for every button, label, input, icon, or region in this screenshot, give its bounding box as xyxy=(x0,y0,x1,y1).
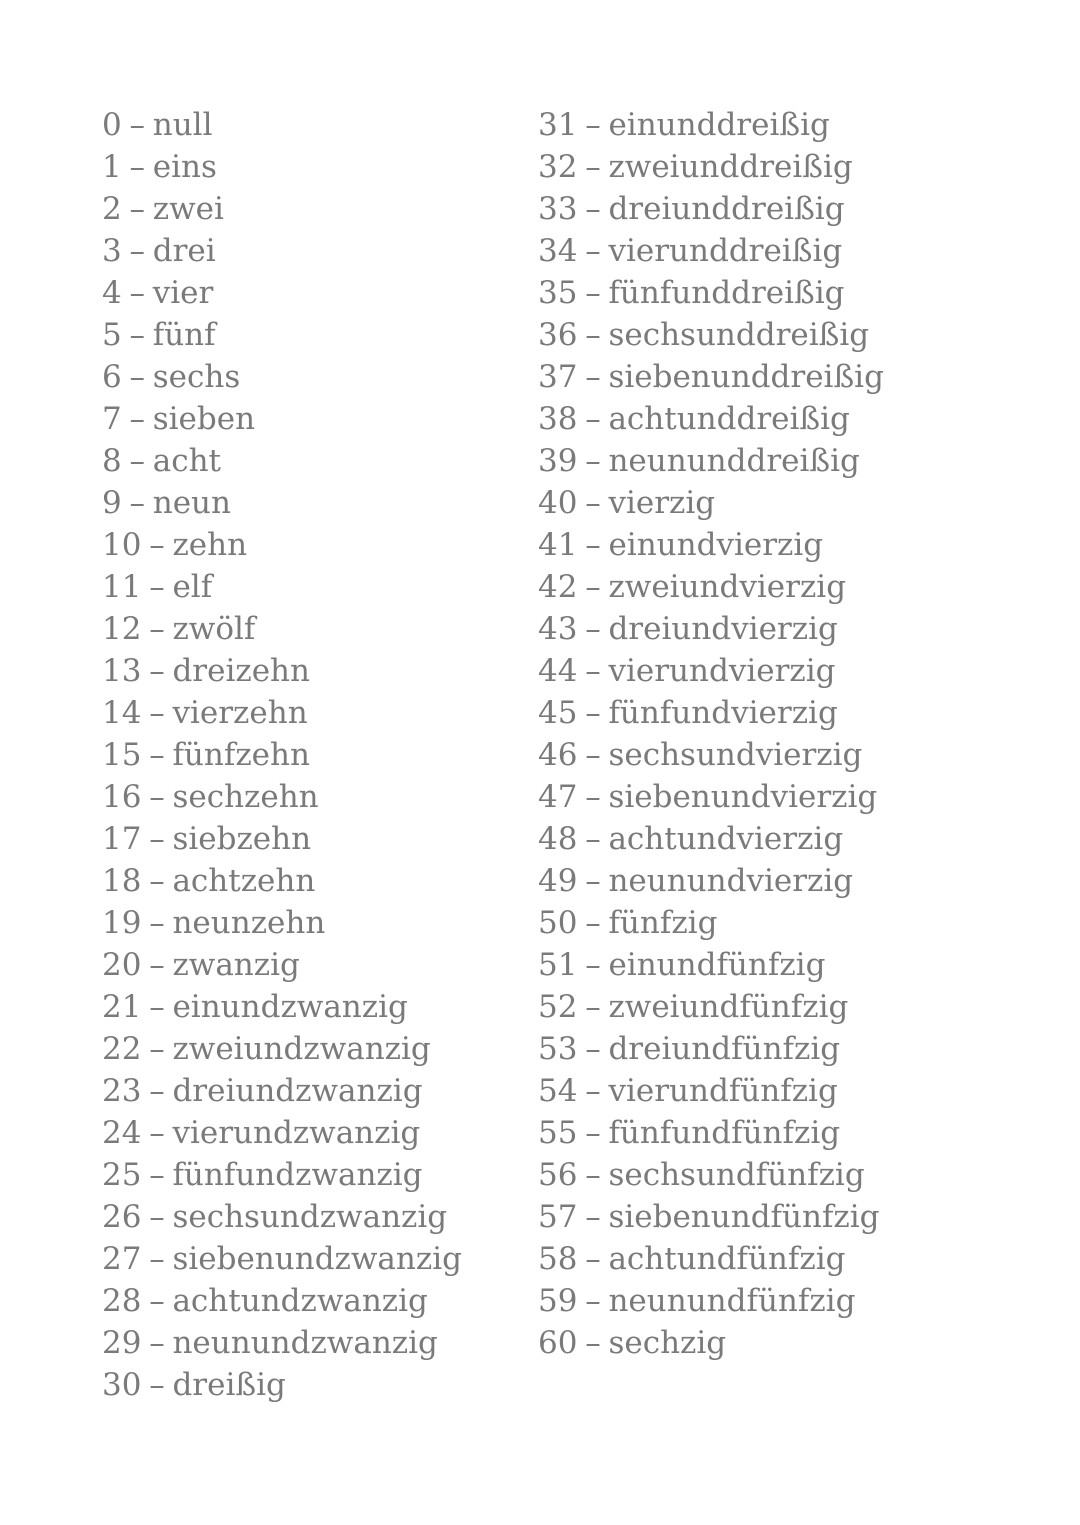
number-digits: 44 xyxy=(538,653,578,689)
number-entry xyxy=(102,188,462,230)
separator-dash: – xyxy=(585,1325,601,1361)
number-word: null xyxy=(152,107,213,143)
number-word: dreiunddreißig xyxy=(608,191,845,227)
number-entry xyxy=(538,104,884,146)
number-entry xyxy=(102,692,462,734)
number-word: dreiundzwanzig xyxy=(172,1073,423,1109)
separator-dash: – xyxy=(585,1283,601,1319)
number-digits: 50 xyxy=(538,905,578,941)
number-word: fünf xyxy=(152,317,216,353)
number-word: acht xyxy=(152,443,222,479)
number-word: fünfundzwanzig xyxy=(172,1157,423,1193)
separator-dash: – xyxy=(585,1073,601,1109)
number-digits: 42 xyxy=(538,569,578,605)
number-entry xyxy=(102,650,462,692)
number-digits: 45 xyxy=(538,695,578,731)
number-digits: 21 xyxy=(102,989,142,1025)
number-word: sechsundzwanzig xyxy=(172,1199,448,1235)
number-word: neunundvierzig xyxy=(608,863,854,899)
number-word: vierundvierzig xyxy=(608,653,836,689)
number-word: sechsunddreißig xyxy=(608,317,870,353)
number-entry xyxy=(538,230,884,272)
separator-dash: – xyxy=(129,233,145,269)
separator-dash: – xyxy=(149,1199,165,1235)
number-digits: 7 xyxy=(102,401,122,437)
number-word: zwei xyxy=(152,191,224,227)
number-entry xyxy=(538,986,884,1028)
number-digits: 49 xyxy=(538,863,578,899)
separator-dash: – xyxy=(585,779,601,815)
separator-dash: – xyxy=(149,779,165,815)
number-digits: 12 xyxy=(102,611,142,647)
number-entry xyxy=(538,902,884,944)
number-digits: 55 xyxy=(538,1115,578,1151)
number-digits: 10 xyxy=(102,527,142,563)
separator-dash: – xyxy=(149,695,165,731)
number-entry xyxy=(102,566,462,608)
number-digits: 36 xyxy=(538,317,578,353)
number-digits: 37 xyxy=(538,359,578,395)
number-word: neunundzwanzig xyxy=(172,1325,438,1361)
number-digits: 58 xyxy=(538,1241,578,1277)
separator-dash: – xyxy=(149,1367,165,1403)
number-entry xyxy=(538,314,884,356)
number-word: zweiundvierzig xyxy=(608,569,847,605)
separator-dash: – xyxy=(585,401,601,437)
number-entry xyxy=(538,1238,884,1280)
number-entry xyxy=(538,944,884,986)
number-digits: 41 xyxy=(538,527,578,563)
number-entry xyxy=(102,440,462,482)
number-entry xyxy=(538,1028,884,1070)
separator-dash: – xyxy=(585,191,601,227)
separator-dash: – xyxy=(149,989,165,1025)
separator-dash: – xyxy=(585,1115,601,1151)
number-entry xyxy=(538,1322,884,1364)
number-word: achtundzwanzig xyxy=(172,1283,428,1319)
separator-dash: – xyxy=(585,1157,601,1193)
number-word: fünfzehn xyxy=(172,737,310,773)
number-entry xyxy=(102,986,462,1028)
number-entry xyxy=(538,776,884,818)
separator-dash: – xyxy=(129,443,145,479)
number-digits: 14 xyxy=(102,695,142,731)
number-word: sechs xyxy=(152,359,241,395)
number-word: fünfunddreißig xyxy=(608,275,845,311)
number-digits: 33 xyxy=(538,191,578,227)
separator-dash: – xyxy=(129,149,145,185)
number-word: dreiundvierzig xyxy=(608,611,838,647)
separator-dash: – xyxy=(129,485,145,521)
number-entry xyxy=(538,860,884,902)
separator-dash: – xyxy=(149,1073,165,1109)
number-word: neununddreißig xyxy=(608,443,860,479)
number-digits: 51 xyxy=(538,947,578,983)
number-entry xyxy=(102,902,462,944)
number-digits: 5 xyxy=(102,317,122,353)
number-entry xyxy=(102,1070,462,1112)
number-digits: 31 xyxy=(538,107,578,143)
number-entry xyxy=(538,440,884,482)
separator-dash: – xyxy=(149,569,165,605)
number-entry xyxy=(538,1154,884,1196)
number-digits: 26 xyxy=(102,1199,142,1235)
number-word: achtunddreißig xyxy=(608,401,850,437)
separator-dash: – xyxy=(585,275,601,311)
separator-dash: – xyxy=(129,191,145,227)
number-entry xyxy=(102,398,462,440)
separator-dash: – xyxy=(585,653,601,689)
number-entry xyxy=(538,398,884,440)
separator-dash: – xyxy=(129,317,145,353)
number-digits: 28 xyxy=(102,1283,142,1319)
number-word: zweiundfünfzig xyxy=(608,989,849,1025)
number-entry xyxy=(102,1238,462,1280)
separator-dash: – xyxy=(585,1199,601,1235)
number-entry xyxy=(102,482,462,524)
number-entry xyxy=(102,314,462,356)
number-entry xyxy=(102,1154,462,1196)
separator-dash: – xyxy=(585,1031,601,1067)
separator-dash: – xyxy=(585,1241,601,1277)
number-entry xyxy=(102,818,462,860)
number-digits: 52 xyxy=(538,989,578,1025)
separator-dash: – xyxy=(585,821,601,857)
number-word: vierzig xyxy=(608,485,716,521)
number-digits: 4 xyxy=(102,275,122,311)
separator-dash: – xyxy=(149,947,165,983)
number-digits: 1 xyxy=(102,149,122,185)
number-entry xyxy=(102,608,462,650)
separator-dash: – xyxy=(149,1031,165,1067)
separator-dash: – xyxy=(585,611,601,647)
separator-dash: – xyxy=(585,149,601,185)
number-word: sechzehn xyxy=(172,779,319,815)
number-entry xyxy=(102,1364,462,1406)
number-word: neun xyxy=(152,485,231,521)
number-word: sechsundfünfzig xyxy=(608,1157,865,1193)
number-entry xyxy=(102,272,462,314)
separator-dash: – xyxy=(585,695,601,731)
number-entry xyxy=(538,356,884,398)
number-digits: 53 xyxy=(538,1031,578,1067)
number-entry xyxy=(538,818,884,860)
number-entry xyxy=(102,104,462,146)
number-digits: 57 xyxy=(538,1199,578,1235)
number-word: dreizehn xyxy=(172,653,310,689)
number-word: eins xyxy=(152,149,217,185)
number-digits: 11 xyxy=(102,569,142,605)
number-digits: 19 xyxy=(102,905,142,941)
number-digits: 60 xyxy=(538,1325,578,1361)
number-word: einundzwanzig xyxy=(172,989,408,1025)
separator-dash: – xyxy=(149,527,165,563)
number-word: einundvierzig xyxy=(608,527,824,563)
number-word: neunundfünfzig xyxy=(608,1283,856,1319)
number-entry xyxy=(102,1196,462,1238)
separator-dash: – xyxy=(585,527,601,563)
number-digits: 39 xyxy=(538,443,578,479)
number-digits: 16 xyxy=(102,779,142,815)
number-entry xyxy=(102,1280,462,1322)
number-word: vierundfünfzig xyxy=(608,1073,838,1109)
number-entry xyxy=(102,776,462,818)
number-digits: 47 xyxy=(538,779,578,815)
number-digits: 18 xyxy=(102,863,142,899)
number-entry xyxy=(538,482,884,524)
separator-dash: – xyxy=(585,989,601,1025)
number-entry xyxy=(538,146,884,188)
number-word: achtzehn xyxy=(172,863,316,899)
number-entry xyxy=(102,146,462,188)
number-digits: 8 xyxy=(102,443,122,479)
number-digits: 0 xyxy=(102,107,122,143)
number-word: elf xyxy=(172,569,213,605)
number-word: zwanzig xyxy=(172,947,300,983)
number-word: siebenundzwanzig xyxy=(172,1241,462,1277)
separator-dash: – xyxy=(149,1283,165,1319)
number-digits: 34 xyxy=(538,233,578,269)
number-digits: 56 xyxy=(538,1157,578,1193)
number-entry xyxy=(102,944,462,986)
number-digits: 24 xyxy=(102,1115,142,1151)
number-entry xyxy=(102,860,462,902)
number-digits: 54 xyxy=(538,1073,578,1109)
number-digits: 32 xyxy=(538,149,578,185)
number-entry xyxy=(538,608,884,650)
separator-dash: – xyxy=(585,863,601,899)
separator-dash: – xyxy=(585,485,601,521)
number-word: fünfundvierzig xyxy=(608,695,838,731)
number-digits: 35 xyxy=(538,275,578,311)
number-column-right xyxy=(538,104,884,1364)
number-entry xyxy=(538,566,884,608)
number-word: siebenundfünfzig xyxy=(608,1199,880,1235)
number-digits: 46 xyxy=(538,737,578,773)
number-entry xyxy=(102,1028,462,1070)
number-word: fünfzig xyxy=(608,905,718,941)
number-entry xyxy=(538,734,884,776)
number-digits: 22 xyxy=(102,1031,142,1067)
number-word: zweiundzwanzig xyxy=(172,1031,431,1067)
number-digits: 23 xyxy=(102,1073,142,1109)
number-word: einundfünfzig xyxy=(608,947,826,983)
number-entry xyxy=(102,1112,462,1154)
separator-dash: – xyxy=(585,107,601,143)
number-word: dreißig xyxy=(172,1367,286,1403)
number-entry xyxy=(538,1196,884,1238)
number-digits: 40 xyxy=(538,485,578,521)
number-digits: 38 xyxy=(538,401,578,437)
separator-dash: – xyxy=(129,401,145,437)
number-digits: 17 xyxy=(102,821,142,857)
number-entry xyxy=(538,650,884,692)
separator-dash: – xyxy=(585,359,601,395)
number-digits: 2 xyxy=(102,191,122,227)
number-word: zwölf xyxy=(172,611,256,647)
number-digits: 20 xyxy=(102,947,142,983)
separator-dash: – xyxy=(585,569,601,605)
number-word: vierundzwanzig xyxy=(172,1115,421,1151)
number-entry xyxy=(538,1280,884,1322)
separator-dash: – xyxy=(149,905,165,941)
number-word: dreiundfünfzig xyxy=(608,1031,841,1067)
number-digits: 30 xyxy=(102,1367,142,1403)
separator-dash: – xyxy=(149,737,165,773)
number-word: vier xyxy=(152,275,214,311)
number-digits: 29 xyxy=(102,1325,142,1361)
separator-dash: – xyxy=(149,821,165,857)
number-entry xyxy=(538,524,884,566)
number-word: siebenundvierzig xyxy=(608,779,878,815)
number-entry xyxy=(538,272,884,314)
number-digits: 3 xyxy=(102,233,122,269)
number-entry xyxy=(102,734,462,776)
number-digits: 13 xyxy=(102,653,142,689)
number-digits: 27 xyxy=(102,1241,142,1277)
number-word: drei xyxy=(152,233,216,269)
separator-dash: – xyxy=(149,611,165,647)
number-digits: 9 xyxy=(102,485,122,521)
number-entry xyxy=(102,230,462,272)
separator-dash: – xyxy=(149,1241,165,1277)
number-word: einunddreißig xyxy=(608,107,830,143)
number-word: neunzehn xyxy=(172,905,326,941)
separator-dash: – xyxy=(149,863,165,899)
number-word: achtundfünfzig xyxy=(608,1241,846,1277)
number-digits: 6 xyxy=(102,359,122,395)
number-entry xyxy=(538,692,884,734)
number-digits: 59 xyxy=(538,1283,578,1319)
number-entry xyxy=(102,356,462,398)
number-digits: 25 xyxy=(102,1157,142,1193)
number-digits: 15 xyxy=(102,737,142,773)
separator-dash: – xyxy=(149,1325,165,1361)
number-word: zehn xyxy=(172,527,248,563)
number-word: achtundvierzig xyxy=(608,821,844,857)
separator-dash: – xyxy=(585,905,601,941)
number-word: siebenunddreißig xyxy=(608,359,884,395)
number-word: sechsundvierzig xyxy=(608,737,863,773)
separator-dash: – xyxy=(149,1115,165,1151)
separator-dash: – xyxy=(129,359,145,395)
number-word: vierzehn xyxy=(172,695,308,731)
separator-dash: – xyxy=(149,653,165,689)
number-entry xyxy=(538,1070,884,1112)
separator-dash: – xyxy=(149,1157,165,1193)
number-word: siebzehn xyxy=(172,821,312,857)
separator-dash: – xyxy=(585,737,601,773)
number-entry xyxy=(538,188,884,230)
separator-dash: – xyxy=(585,443,601,479)
number-entry xyxy=(538,1112,884,1154)
number-entry xyxy=(102,524,462,566)
number-entry xyxy=(102,1322,462,1364)
number-word: vierunddreißig xyxy=(608,233,843,269)
separator-dash: – xyxy=(129,275,145,311)
number-digits: 43 xyxy=(538,611,578,647)
number-word: sechzig xyxy=(608,1325,727,1361)
number-digits: 48 xyxy=(538,821,578,857)
number-word: sieben xyxy=(152,401,256,437)
number-word: fünfundfünfzig xyxy=(608,1115,841,1151)
number-column-left xyxy=(102,104,462,1406)
separator-dash: – xyxy=(585,233,601,269)
separator-dash: – xyxy=(585,947,601,983)
number-word: zweiunddreißig xyxy=(608,149,853,185)
separator-dash: – xyxy=(585,317,601,353)
separator-dash: – xyxy=(129,107,145,143)
